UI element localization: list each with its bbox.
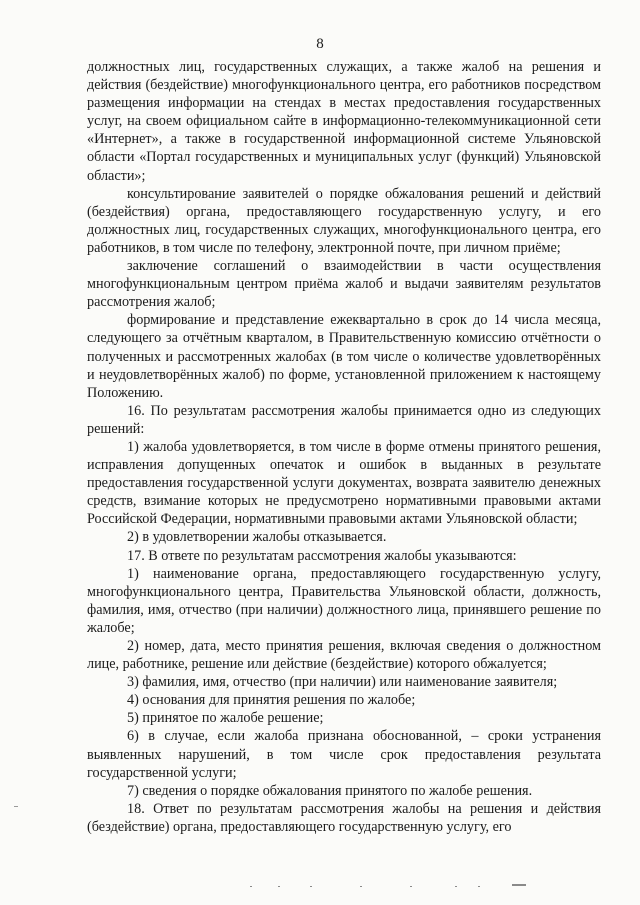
paragraph: 6) в случае, если жалоба признана обоснованной, – сроки устранения выявленных нарушений, в том числе срок предоставления результата государственной услуги; bbox=[87, 728, 601, 781]
paragraph: заключение соглашений о взаимодействии в части осуществления многофункциональным центром приёма жалоб и выдачи заявителям результатов рассмотрения жалоб; bbox=[87, 258, 601, 311]
paragraph: 4) основания для принятия решения по жалобе; bbox=[127, 692, 416, 709]
paragraph: 2) номер, дата, место принятия решения, включая сведения о должностном лице, работнике, решение или действие (бездействие) которого обжалуется; bbox=[87, 638, 601, 673]
paragraph: 2) в удовлетворении жалобы отказывается. bbox=[127, 529, 387, 546]
paragraph: 1) наименование органа, предоставляющего государственную услугу, многофункционального центра, Правительства Ульяновской области, должность, фамилия, имя, отчество (при наличии) должностного лица, принявшего решение по жалобе; bbox=[87, 565, 601, 636]
scan-mark bbox=[14, 806, 18, 807]
paragraph: 16. По результатам рассмотрения жалобы принимается одно из следующих решений: bbox=[87, 402, 601, 437]
paragraph: 7) сведения о порядке обжалования принятого по жалобе решения. bbox=[127, 782, 533, 799]
document-body bbox=[87, 58, 601, 836]
paragraph: консультирование заявителей о порядке обжалования решений и действий (бездействия) органа, предоставляющего государственную услугу, и его должностных лиц, государственных служащих, многофункционального центра, его работников, в том числе по телефону, электронной почте, при личном приёме; bbox=[87, 185, 601, 256]
scan-speckles bbox=[250, 884, 550, 890]
paragraph: должностных лиц, государственных служащих, а также жалоб на решения и действия (бездействие) многофункционального центра, его работников посредством размещения информации на стендах в местах предоставления государственных услуг, на своем официальном сайте в информационно-телекоммуникационной сети «Интернет», а также в государственной информационной системе Ульяновской области «Портал государственных и муниципальных услуг (функций) Ульяновской области»; bbox=[87, 59, 601, 184]
paragraph: 5) принятое по жалобе решение; bbox=[127, 710, 324, 727]
paragraph: 1) жалоба удовлетворяется, в том числе в форме отмены принятого решения, исправления допущенных опечаток и ошибок в выданных в результате предоставления государственной услуги документах, возврата заявителю денежных средств, взимание которых не предусмотрено нормативными правовыми актами Российской Федерации, нормативными правовыми актами Ульяновской области; bbox=[87, 438, 601, 528]
paragraph: 3) фамилия, имя, отчество (при наличии) или наименование заявителя; bbox=[127, 674, 558, 691]
page-number: 8 bbox=[316, 36, 324, 52]
paragraph: 18. Ответ по результатам рассмотрения жалобы на решения и действия (бездействие) органа, предоставляющего государственную услугу, его bbox=[87, 800, 601, 835]
paragraph: 17. В ответе по результатам рассмотрения жалобы указываются: bbox=[127, 547, 517, 564]
paragraph: формирование и представление ежеквартально в срок до 14 числа месяца, следующего за отчётным кварталом, в Правительственную комиссию отчётности о полученных и рассмотренных жалобах (в том числе о количестве удовлетворённых и неудовлетворённых жалоб) по форме, установленной приложением к настоящему Положению. bbox=[87, 312, 601, 401]
